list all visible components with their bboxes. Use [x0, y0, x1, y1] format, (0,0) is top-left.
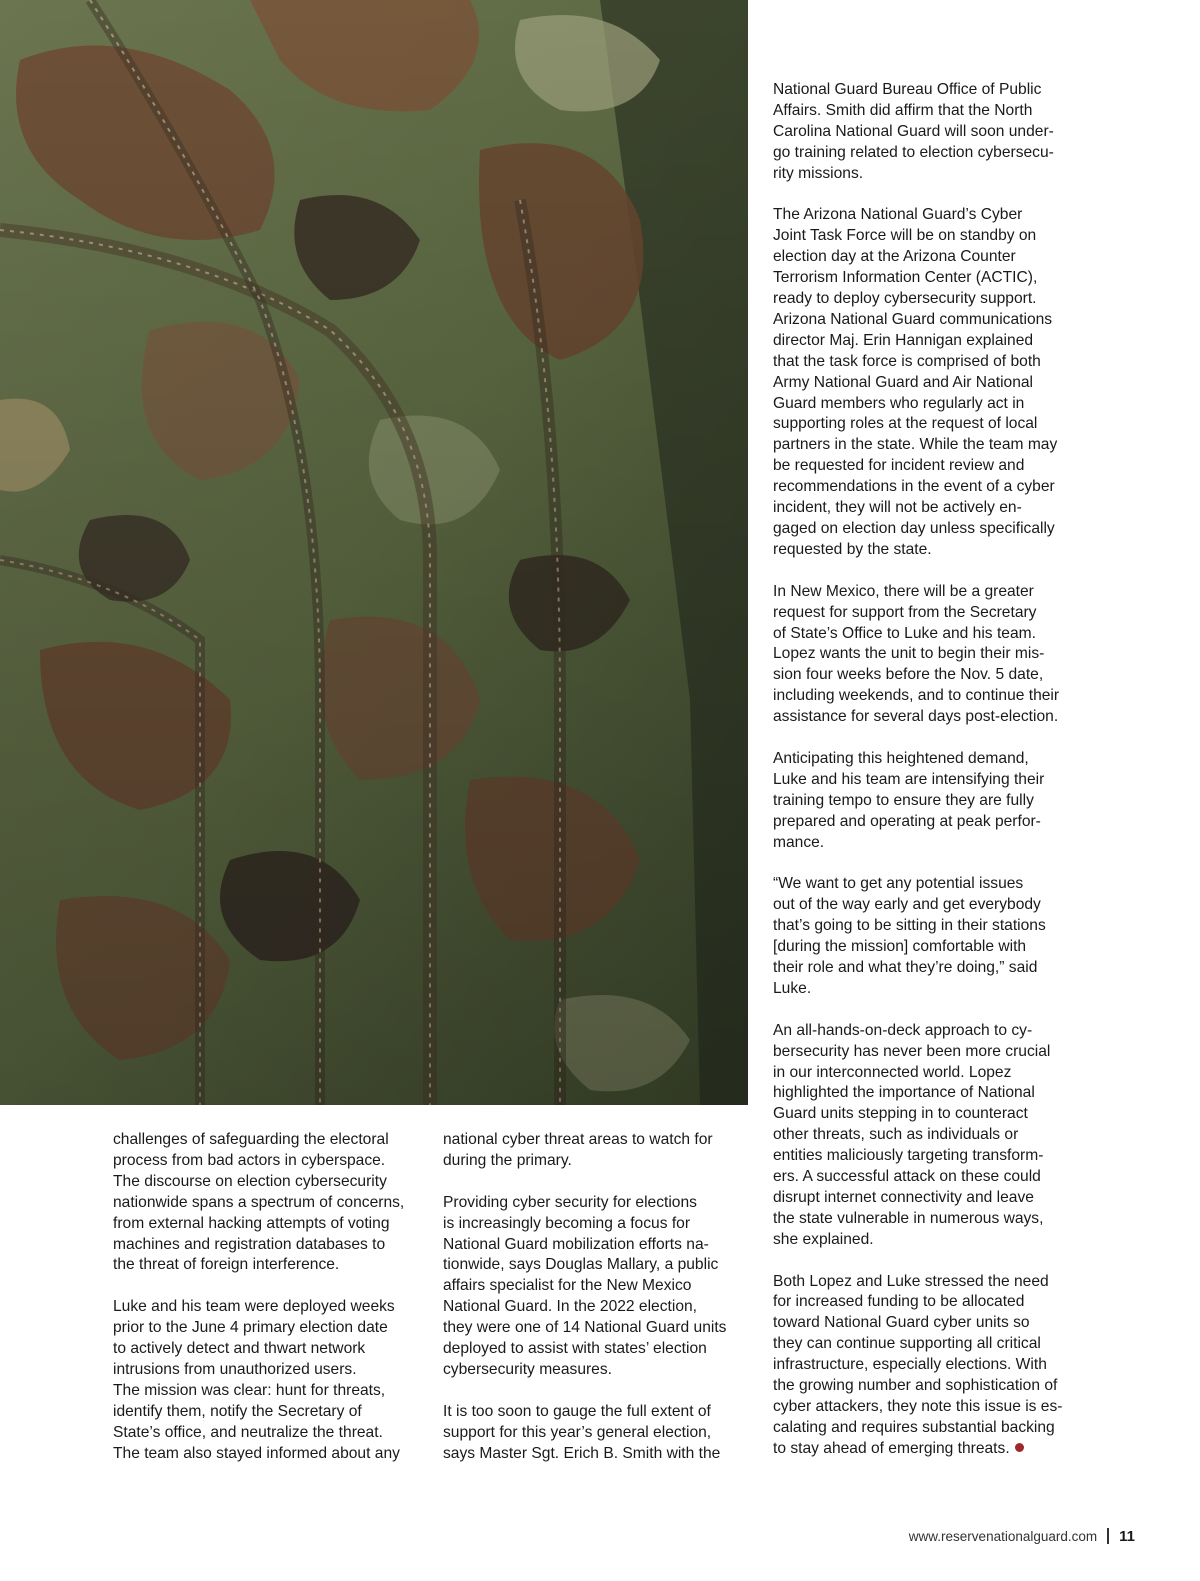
article-paragraph: The mission was clear: hunt for threats, identify them, notify the Secretary of State’s office, and neutralize the threat. The team also stayed informed about any: [113, 1381, 400, 1462]
article-final-text: Both Lopez and Luke stressed the need for increased funding to be allocated toward National Guard cyber units so they can continue supporting all critical infrastructure, especially elections. With the growing number and sophistication of cyber attackers, they note this issue is es- calating and requires substantial backing to stay ahead of emerging threats.: [773, 1272, 1063, 1457]
article-column-left: [113, 1130, 423, 1485]
article-paragraph: The Arizona National Guard’s Cyber Joint Task Force will be on standby on election day at the Arizona Counter Terrorism Information Center (ACTIC), ready to deploy cybersecurity support. Arizona National Guard communications director Maj. Erin Hannigan explained that the task force is comprised of both Army National Guard and Air National Guard members who regularly act in supporting roles at the request of local partners in the state. While the team may be requested for incident review and recommendations in the event of a cyber incident, they will not be actively en- gaged on election day unless specifically requested by the state.: [773, 206, 1058, 558]
article-column-right: [773, 80, 1083, 1481]
article-column-middle: [443, 1130, 748, 1485]
footer-divider: [1107, 1528, 1109, 1544]
camouflage-photo-graphic: [0, 0, 748, 1105]
page-footer: [909, 1528, 1135, 1545]
end-of-article-bullet-icon: [1015, 1443, 1024, 1452]
article-paragraph: An all-hands-on-deck approach to cy- bersecurity has never been more crucial in our interconnected world. Lopez highlighted the importance of National Guard units stepping in to counteract other threats, such as individuals or entities maliciously targeting transform- ers. A successful attack on these could disrupt internet connectivity and leave the state vulnerable in numerous ways, she explained.: [773, 1021, 1051, 1248]
page-number: 11: [1119, 1528, 1135, 1545]
article-paragraph: It is too soon to gauge the full extent of support for this year’s general election, says Master Sgt. Erich B. Smith with the: [443, 1402, 721, 1462]
article-paragraph: “We want to get any potential issues out of the way early and get everybody that’s going to be sitting in their stations [during the mission] comfortable with their role and what they’re doing,” said Luke.: [773, 875, 1046, 997]
footer-website: www.reservenationalguard.com: [908, 1529, 1098, 1544]
article-final-paragraph: [773, 1272, 1083, 1460]
article-paragraph: challenges of safeguarding the electoral process from bad actors in cyberspace. The discourse on election cybersecurity nationwide spans a spectrum of concerns, from external hacking attempts of voting machines and registration databases to the threat of foreign interference.: [113, 1131, 405, 1274]
article-paragraph: Providing cyber security for elections is increasingly becoming a focus for National Guard mobilization efforts na- tionwide, says Douglas Mallary, a public affairs specialist for the New Mexico National Guard. In the 2022 election, they were one of 14 National Guard units deployed to assist with states’ election cybersecurity measures.: [443, 1193, 727, 1378]
article-paragraph: National Guard Bureau Office of Public Affairs. Smith did affirm that the North Carolina National Guard will soon under- go training related to election cybersecu- rity missions.: [773, 81, 1054, 182]
article-paragraph: national cyber threat areas to watch for during the primary.: [443, 1131, 713, 1169]
article-paragraph: Anticipating this heightened demand, Luke and his team are intensifying their training tempo to ensure they are fully prepared and operating at peak perfor- mance.: [773, 749, 1045, 851]
article-paragraph: Luke and his team were deployed weeks prior to the June 4 primary election date to actively detect and thwart network intrusions from unauthorized users.: [113, 1298, 395, 1378]
article-paragraph: In New Mexico, there will be a greater request for support from the Secretary of State’s Office to Luke and his team. Lopez wants the unit to begin their mis- sion four weeks before the Nov. 5 date, including weekends, and to continue their assistance for several days post-election.: [773, 582, 1060, 726]
camouflage-uniform-photo: [0, 0, 748, 1105]
